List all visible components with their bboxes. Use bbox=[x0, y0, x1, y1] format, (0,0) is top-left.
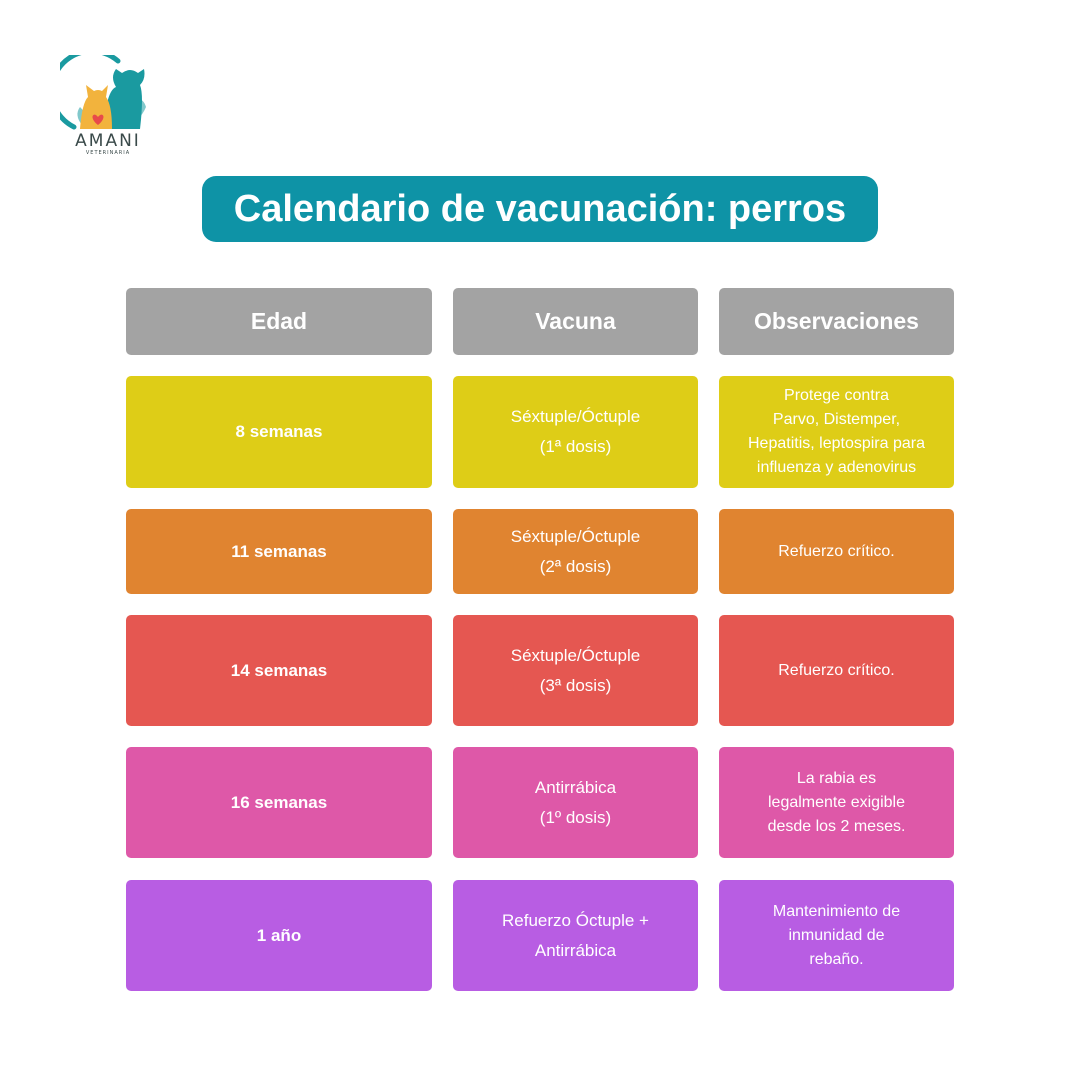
notes-line: Parvo, Distemper, bbox=[772, 411, 901, 428]
row-1-notes bbox=[719, 376, 954, 488]
vaccine-line: Antirrábica bbox=[534, 940, 617, 960]
notes-line: Hepatitis, leptospira para bbox=[748, 435, 925, 452]
notes-line: Protege contra bbox=[784, 387, 889, 404]
pets-logo-icon bbox=[60, 55, 156, 139]
vaccine-line: Séxtuple/Óctuple bbox=[510, 407, 641, 426]
vaccine-line: (3ª dosis) bbox=[539, 675, 612, 695]
vaccine-line: Refuerzo Óctuple + bbox=[502, 910, 649, 930]
row-4-age: 16 semanas bbox=[126, 747, 432, 858]
row-2-age: 11 semanas bbox=[126, 509, 432, 594]
row-1-vaccine bbox=[453, 376, 698, 488]
row-1-age: 8 semanas bbox=[126, 376, 432, 488]
row-5-vaccine bbox=[453, 880, 698, 991]
notes-line: Mantenimiento de bbox=[772, 902, 901, 920]
page-title: Calendario de vacunación: perros bbox=[202, 176, 878, 242]
row-3-vaccine bbox=[453, 615, 698, 726]
notes-line: inmunidad de bbox=[788, 926, 885, 944]
brand-subtitle: VETERINARIA bbox=[85, 150, 131, 156]
notes-line: legalmente exigible bbox=[768, 793, 905, 811]
row-4-vaccine bbox=[453, 747, 698, 858]
header-observaciones: Observaciones bbox=[719, 288, 954, 355]
vaccine-line: Séxtuple/Óctuple bbox=[510, 645, 641, 665]
row-3-notes bbox=[719, 615, 954, 726]
brand-logo bbox=[60, 55, 160, 160]
row-5-notes bbox=[719, 880, 954, 991]
notes-line: Refuerzo crítico. bbox=[778, 542, 895, 560]
notes-line: La rabia es bbox=[796, 769, 877, 787]
brand-name: AMANI bbox=[75, 131, 141, 151]
vaccine-line: (1º dosis) bbox=[539, 807, 612, 827]
notes-line: Refuerzo crítico. bbox=[778, 661, 895, 679]
vaccine-line: (2ª dosis) bbox=[539, 556, 612, 576]
vaccine-line: (1ª dosis) bbox=[539, 437, 612, 456]
vaccine-line: Séxtuple/Óctuple bbox=[510, 526, 641, 546]
notes-line: influenza y adenovirus bbox=[756, 459, 917, 476]
header-vacuna: Vacuna bbox=[453, 288, 698, 355]
notes-line: desde los 2 meses. bbox=[767, 817, 906, 835]
notes-line: rebaño. bbox=[809, 950, 864, 968]
row-2-vaccine bbox=[453, 509, 698, 594]
header-edad: Edad bbox=[126, 288, 432, 355]
row-2-notes bbox=[719, 509, 954, 594]
row-4-notes bbox=[719, 747, 954, 858]
vaccine-line: Antirrábica bbox=[534, 777, 617, 797]
row-3-age: 14 semanas bbox=[126, 615, 432, 726]
row-5-age: 1 año bbox=[126, 880, 432, 991]
